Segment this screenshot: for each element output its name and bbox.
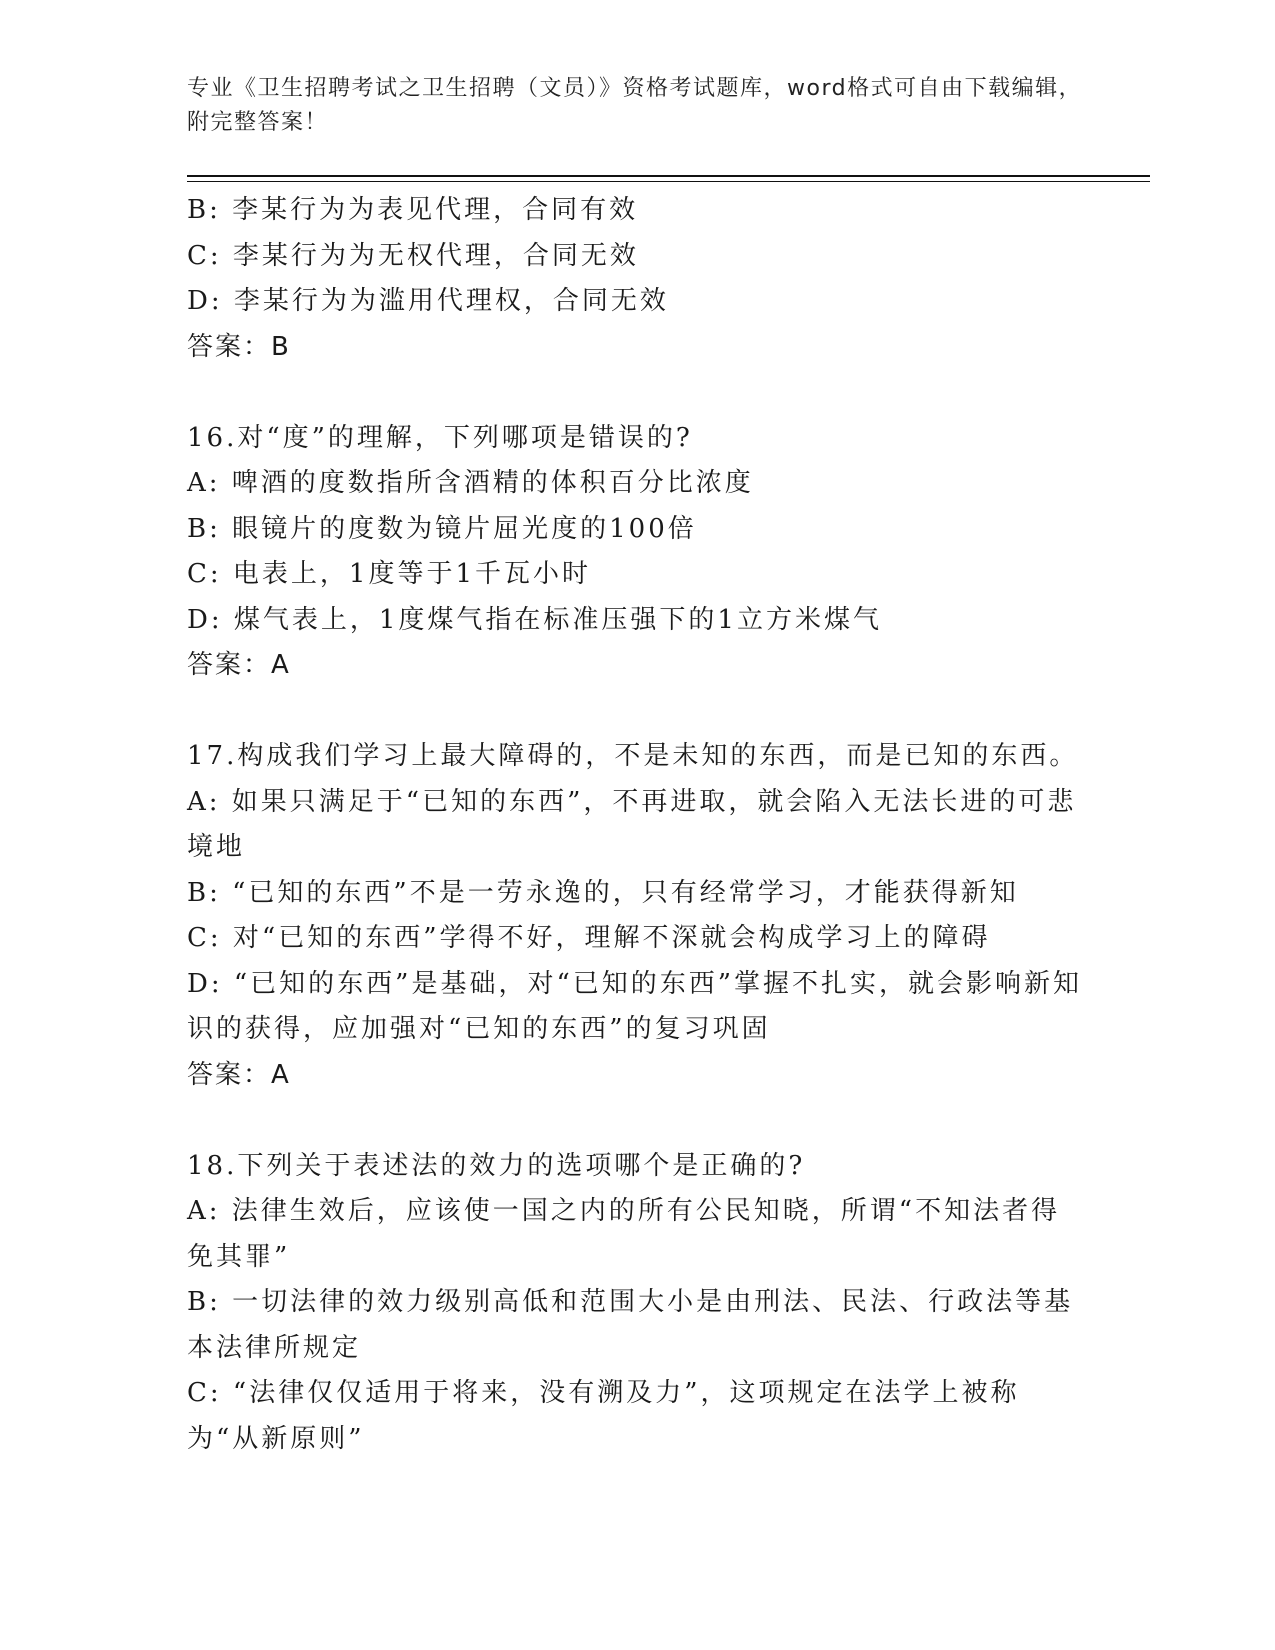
document-body bbox=[187, 188, 1087, 1462]
header-text: 专业《卫生招聘考试之卫生招聘（文员）》资格考试题库，word格式可自由下载编辑，附完整答案！ bbox=[187, 76, 1083, 135]
option-d: D: 李某行为为滥用代理权，合同无效 bbox=[187, 286, 669, 316]
option-c: C: “法律仅仅适用于将来，没有溯及力”，这项规定在法学上被称为“从新原则” bbox=[187, 1378, 1020, 1454]
option-c: C: 对“已知的东西”学得不好，理解不深就会构成学习上的障碍 bbox=[187, 923, 991, 953]
option-a: A: 如果只满足于“已知的东西”，不再进取，就会陷入无法长进的可悲境地 bbox=[187, 786, 1077, 862]
header-divider-thin bbox=[187, 181, 1150, 182]
option-b: B: 一切法律的效力级别高低和范围大小是由刑法、民法、行政法等基本法律所规定 bbox=[187, 1287, 1074, 1363]
option-a: A: 啤酒的度数指所含酒精的体积百分比浓度 bbox=[187, 468, 754, 498]
spacer bbox=[187, 689, 1087, 735]
answer-line: 答案：A bbox=[187, 650, 291, 680]
spacer bbox=[187, 1098, 1087, 1144]
spacer bbox=[187, 370, 1087, 416]
question-stem: 18.下列关于表述法的效力的选项哪个是正确的? bbox=[187, 1150, 806, 1181]
option-c: C: 电表上，1度等于1千瓦小时 bbox=[187, 559, 592, 589]
answer-line: 答案：A bbox=[187, 1059, 291, 1090]
answer-line: 答案：B bbox=[187, 331, 291, 362]
option-d: D: “已知的东西”是基础，对“已知的东西”掌握不扎实，就会影响新知识的获得，应加强对“已知的东西”的复习巩固 bbox=[187, 968, 1083, 1044]
question-15-tail bbox=[187, 188, 1087, 370]
question-18 bbox=[187, 1144, 1087, 1463]
header-divider-thick bbox=[187, 175, 1150, 177]
question-16 bbox=[187, 416, 1087, 689]
option-b: B: “已知的东西”不是一劳永逸的，只有经常学习，才能获得新知 bbox=[187, 877, 1019, 908]
option-c: C: 李某行为为无权代理，合同无效 bbox=[187, 240, 639, 271]
option-b: B: 眼镜片的度数为镜片屈光度的100倍 bbox=[187, 513, 697, 544]
option-d: D: 煤气表上，1度煤气指在标准压强下的1立方米煤气 bbox=[187, 604, 882, 635]
page-header bbox=[187, 72, 1087, 140]
option-b: B: 李某行为为表见代理，合同有效 bbox=[187, 195, 639, 225]
option-a: A: 法律生效后，应该使一国之内的所有公民知晓，所谓“不知法者得免其罪” bbox=[187, 1196, 1061, 1272]
question-stem: 17.构成我们学习上最大障碍的，不是未知的东西，而是已知的东西。 bbox=[187, 741, 1079, 771]
question-17 bbox=[187, 734, 1087, 1098]
question-stem: 16.对“度”的理解，下列哪项是错误的? bbox=[187, 422, 693, 453]
